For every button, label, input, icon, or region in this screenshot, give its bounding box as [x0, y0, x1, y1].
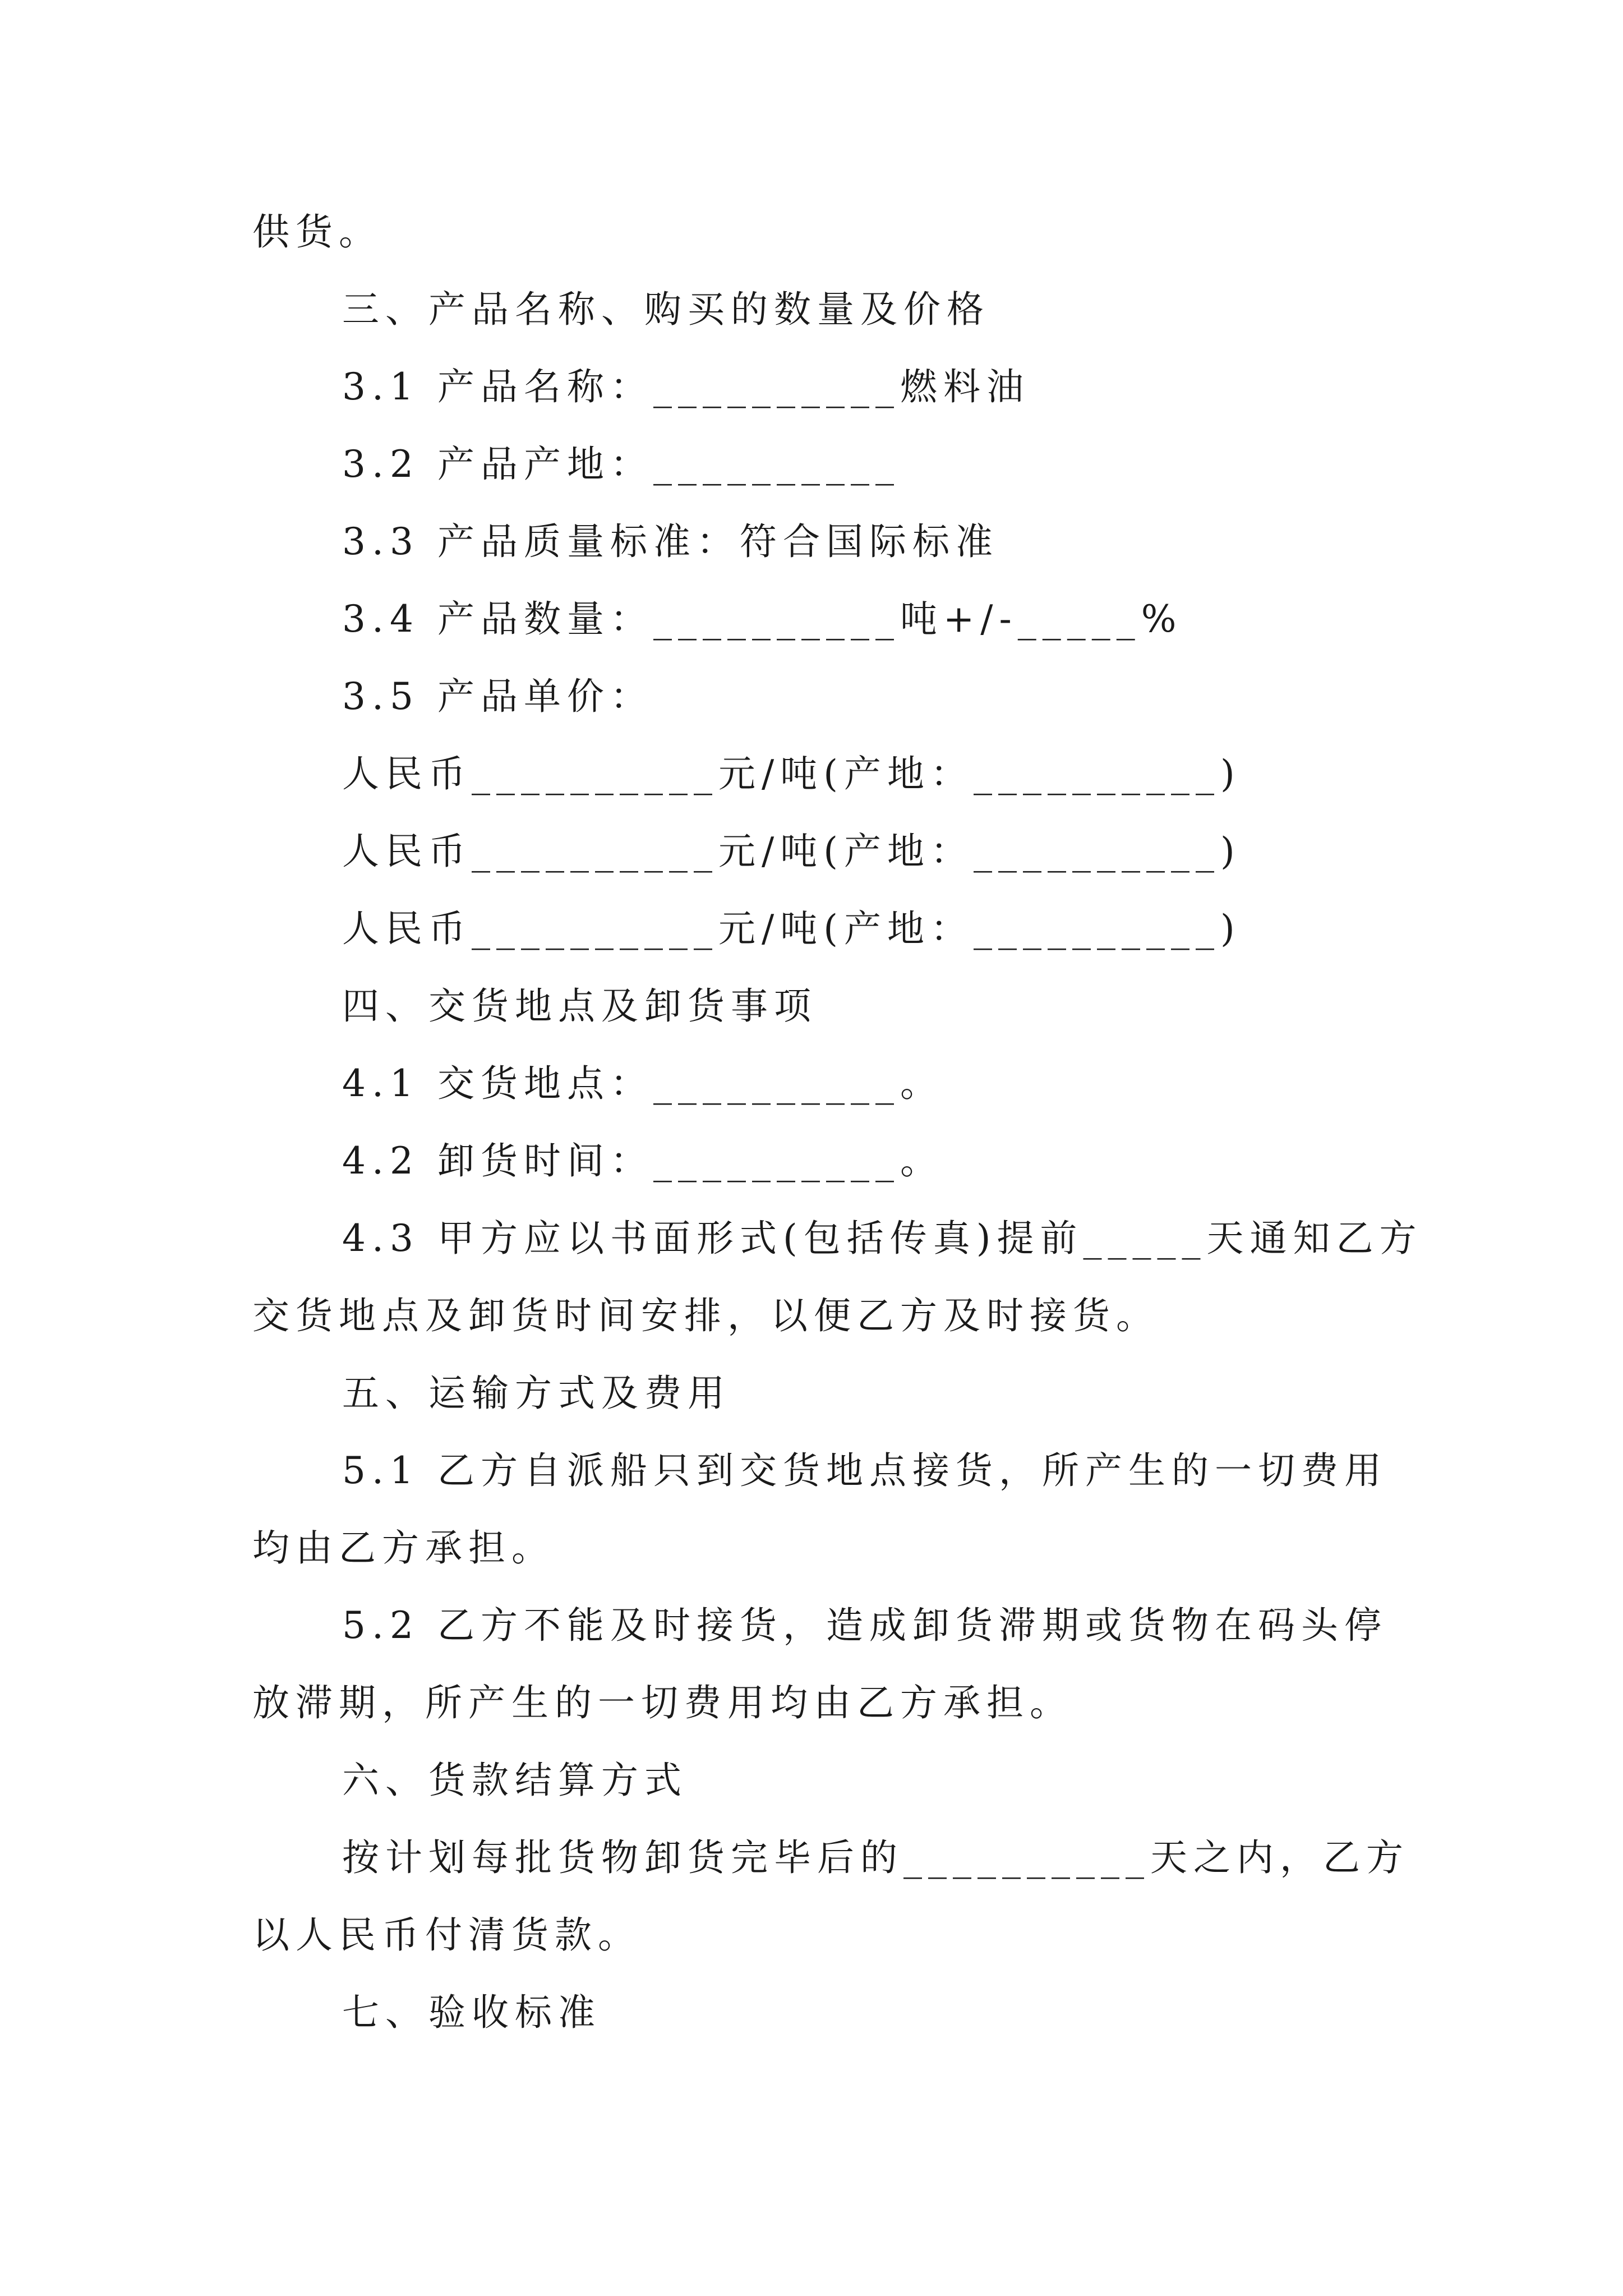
payment-paragraph	[252, 1819, 1409, 1974]
paragraph-line: 5.2 乙方不能及时接货，造成卸货滞期或货物在码头停	[342, 1604, 1387, 1647]
clause-3-1: 3.1 产品名称：__________燃料油	[342, 365, 1030, 408]
clause-4-1: 4.1 交货地点：__________。	[342, 1062, 943, 1105]
paragraph-line: 放滞期，所产生的一切费用均由乙方承担。	[252, 1681, 1073, 1724]
paragraph-line: 以人民币付清货款。	[252, 1913, 641, 1957]
paragraph-line: 4.3 甲方应以书面形式(包括传真)提前_____天通知乙方	[342, 1217, 1423, 1260]
paragraph-line: 六、货款结算方式	[342, 1759, 688, 1802]
document-page	[252, 194, 1423, 2051]
section-heading-5	[252, 1355, 1391, 1432]
section-heading-3: 三、产品名称、购买的数量及价格	[342, 288, 990, 331]
price-line-1: 人民币__________元/吨(产地：__________)	[342, 752, 1241, 795]
section-heading-4: 四、交货地点及卸货事项	[342, 984, 817, 1028]
clause-4-3	[252, 1200, 1423, 1355]
price-line-2: 人民币__________元/吨(产地：__________)	[342, 830, 1241, 873]
clause-5-1	[252, 1432, 1391, 1587]
clause-3-5: 3.5 产品单价：	[342, 675, 653, 718]
paragraph-line: 七、验收标准	[342, 1991, 601, 2034]
paragraph-line: 5.1 乙方自派船只到交货地点接货，所产生的一切费用	[342, 1449, 1387, 1492]
section-heading-7	[252, 1974, 1391, 2051]
clause-4-2: 4.2 卸货时间：__________。	[342, 1139, 943, 1182]
paragraph-line: 五、运输方式及费用	[342, 1372, 731, 1415]
clause-5-2	[252, 1587, 1391, 1742]
section-heading-6	[252, 1742, 1391, 1819]
clause-3-4: 3.4 产品数量：__________吨+/-_____%	[342, 597, 1183, 641]
paragraph-line: 交货地点及卸货时间安排，以便乙方及时接货。	[252, 1294, 1159, 1337]
price-line-3: 人民币__________元/吨(产地：__________)	[342, 907, 1241, 950]
text-line-supply: 供货。	[252, 210, 382, 254]
paragraph-line: 按计划每批货物卸货完毕后的__________天之内，乙方	[342, 1836, 1409, 1879]
paragraph-line: 均由乙方承担。	[252, 1526, 555, 1570]
clause-3-3: 3.3 产品质量标准：符合国际标准	[342, 520, 999, 563]
clause-3-2: 3.2 产品产地：__________	[342, 443, 900, 486]
